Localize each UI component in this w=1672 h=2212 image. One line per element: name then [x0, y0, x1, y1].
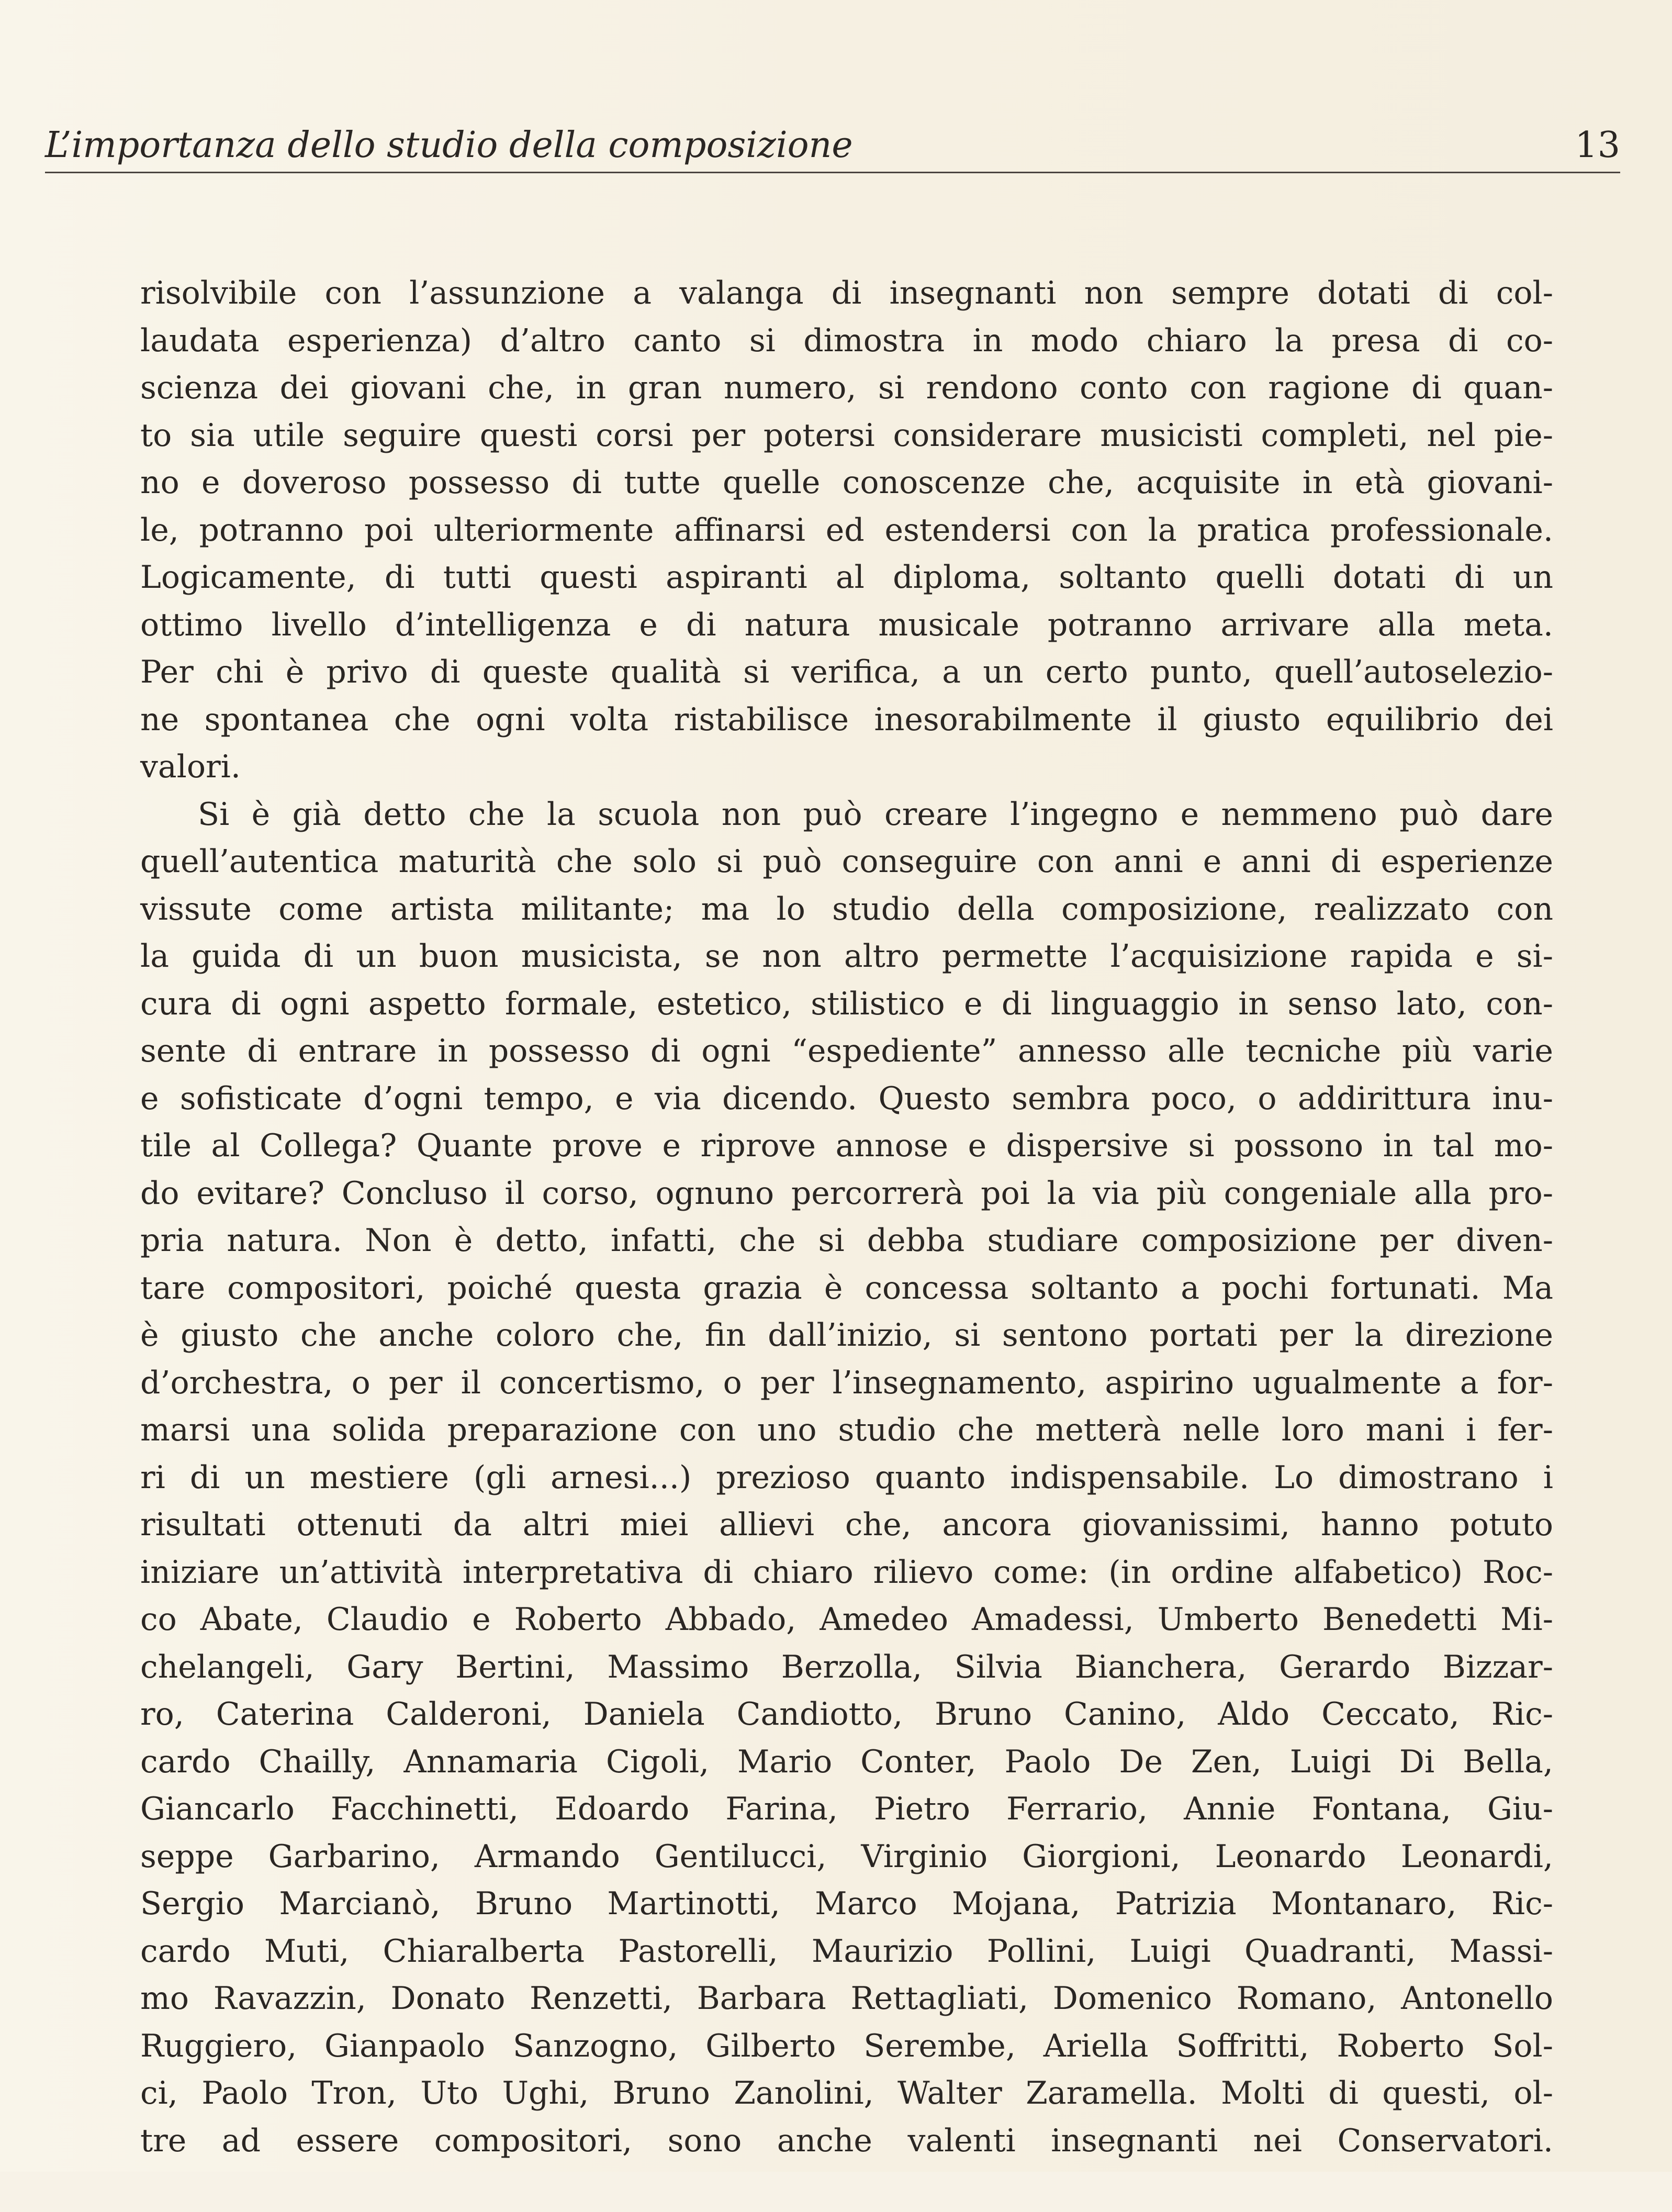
text-line: laudata esperienza) d’altro canto si dimostra in modo chiaro la presa di co-	[140, 322, 1553, 359]
text-line: Per chi è privo di queste qualità si verifica, a un certo punto, quell’autoselezio-	[140, 654, 1553, 690]
text-line: scienza dei giovani che, in gran numero, si rendono conto con ragione di quan-	[140, 370, 1553, 406]
text-line: sente di entrare in possesso di ogni “espediente” annesso alle tecniche più varie	[140, 1033, 1553, 1069]
text-line: cura di ogni aspetto formale, estetico, stilistico e di linguaggio in senso lato, con-	[140, 985, 1553, 1022]
text-line: do evitare? Concluso il corso, ognuno percorrerà poi la via più congeniale alla pro-	[140, 1175, 1553, 1212]
text-line: la guida di un buon musicista, se non altro permette l’acquisizione rapida e si-	[140, 938, 1553, 975]
text-line: tare compositori, poiché questa grazia è concessa soltanto a pochi fortunati. Ma	[140, 1269, 1553, 1306]
body-text	[140, 270, 1553, 2212]
text-line: ro, Caterina Calderoni, Daniela Candiotto, Bruno Canino, Aldo Ceccato, Ric-	[140, 1696, 1553, 1733]
text-line: quell’autentica maturità che solo si può conseguire con anni e anni di esperienze	[140, 843, 1553, 880]
text-line: Giancarlo Facchinetti, Edoardo Farina, Pietro Ferrario, Annie Fontana, Giu-	[140, 1791, 1553, 1827]
text-line: le, potranno poi ulteriormente affinarsi ed estendersi con la pratica professionale.	[140, 511, 1553, 549]
text-line: Si è già detto che la scuola non può creare l’ingegno e nemmeno può dare	[198, 796, 1553, 833]
text-line: ri di un mestiere (gli arnesi...) prezioso quanto indispensabile. Lo dimostrano i	[140, 1459, 1553, 1496]
text-line: risolvibile con l’assunzione a valanga di insegnanti non sempre dotati di col-	[140, 275, 1553, 311]
text-line: Logicamente, di tutti questi aspiranti al diploma, soltanto quelli dotati di un	[140, 559, 1553, 596]
text-line: cardo Chailly, Annamaria Cigoli, Mario Conter, Paolo De Zen, Luigi Di Bella,	[140, 1743, 1553, 1780]
text-line: tile al Collega? Quante prove e riprove annose e dispersive si possono in tal mo-	[140, 1127, 1553, 1164]
text-line: no e doveroso possesso di tutte quelle conoscenze che, acquisite in età giovani-	[140, 464, 1553, 501]
text-line: tre ad essere compositori, sono anche valenti insegnanti nei Conservatori.	[140, 2122, 1553, 2159]
text-line: ci, Paolo Tron, Uto Ughi, Bruno Zanolini, Walter Zaramella. Molti di questi, ol-	[140, 2075, 1553, 2112]
text-line: valori.	[140, 748, 241, 785]
text-line: to sia utile seguire questi corsi per potersi considerare musicisti completi, nel pie-	[140, 417, 1553, 454]
text-line: ne spontanea che ogni volta ristabilisce inesorabilmente il giusto equilibrio dei	[140, 701, 1553, 738]
text-line: d’orchestra, o per il concertismo, o per l’insegnamento, aspirino ugualmente a for-	[140, 1364, 1553, 1401]
running-head	[45, 119, 1620, 173]
text-line: cardo Muti, Chiaralberta Pastorelli, Maurizio Pollini, Luigi Quadranti, Massi-	[140, 1932, 1553, 1970]
text-line: co Abate, Claudio e Roberto Abbado, Amedeo Amadessi, Umberto Benedetti Mi-	[140, 1601, 1553, 1638]
running-title: L’importanza dello studio della composizione	[45, 125, 853, 166]
text-line: è giusto che anche coloro che, fin dall’inizio, si sentono portati per la direzione	[140, 1317, 1553, 1354]
page-number: 13	[1575, 125, 1620, 166]
text-line: pria natura. Non è detto, infatti, che si debba studiare composizione per diven-	[140, 1222, 1553, 1259]
text-line: marsi una solida preparazione con uno studio che metterà nelle loro mani i fer-	[140, 1412, 1553, 1448]
text-line: mo Ravazzin, Donato Renzetti, Barbara Rettagliati, Domenico Romano, Antonello	[140, 1980, 1553, 2017]
text-line: chelangeli, Gary Bertini, Massimo Berzolla, Silvia Bianchera, Gerardo Bizzar-	[140, 1648, 1553, 1685]
text-line: seppe Garbarino, Armando Gentilucci, Virginio Giorgioni, Leonardo Leonardi,	[140, 1838, 1553, 1875]
text-line: Ruggiero, Gianpaolo Sanzogno, Gilberto Serembe, Ariella Soffritti, Roberto Sol-	[140, 2027, 1553, 2064]
text-line: vissute come artista militante; ma lo studio della composizione, realizzato con	[140, 890, 1553, 928]
text-line: e sofisticate d’ogni tempo, e via dicendo. Questo sembra poco, o addirittura inu-	[140, 1080, 1553, 1117]
text-line: iniziare un’attività interpretativa di chiaro rilievo come: (in ordine alfabetico) Roc-	[140, 1554, 1553, 1591]
text-line: risultati ottenuti da altri miei allievi che, ancora giovanissimi, hanno potuto	[140, 1506, 1553, 1543]
text-line: ottimo livello d’intelligenza e di natura musicale potranno arrivare alla meta.	[140, 606, 1553, 643]
text-line: Sergio Marcianò, Bruno Martinotti, Marco Mojana, Patrizia Montanaro, Ric-	[140, 1885, 1553, 1922]
